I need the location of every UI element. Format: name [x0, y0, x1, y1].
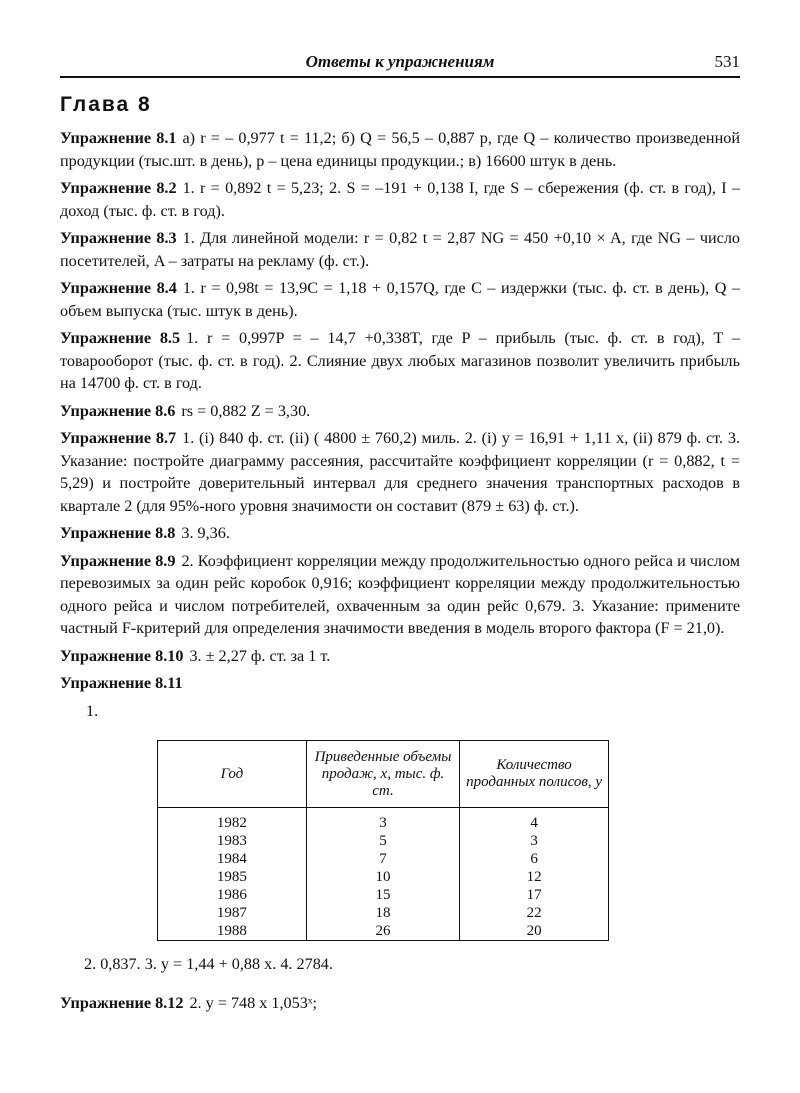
header-sales: Приведенные объемы продаж, x, тыс. ф. ст. [306, 741, 459, 808]
cell-sales: 26 [306, 922, 459, 941]
exercise-label: Упражнение 8.9 [60, 551, 176, 570]
cell-policies: 6 [460, 850, 609, 868]
exercise-label: Упражнение 8.11 [60, 674, 183, 692]
cell-policies: 3 [460, 832, 609, 850]
exercise-text: 1. r = 0,892 t = 5,23; 2. S = –191 + 0,138 I, где S – сбережения (ф. ст. в год), I – доход (тыс. ф. ст. в год). [60, 179, 740, 220]
exercise-label: Упражнение 8.5 [60, 329, 181, 347]
exercise-text: 2. y = 748 x 1,053ˣ; [189, 994, 318, 1013]
exercise-8-7 [60, 427, 740, 517]
cell-year: 1983 [158, 832, 307, 850]
cell-policies: 22 [460, 904, 609, 922]
exercise-label: Упражнение 8.6 [60, 401, 176, 420]
cell-policies: 17 [460, 886, 609, 904]
header-policies: Количество проданных полисов, y [460, 741, 609, 808]
cell-sales: 18 [306, 904, 459, 922]
exercise-text: а) r = – 0,977 t = 11,2; б) Q = 56,5 – 0,887 p, где Q – количество произведенной продукции (тыс.шт. в день), p – цена единицы продукции.; в) 16600 штук в день. [60, 129, 741, 170]
exercise-label: Упражнение 8.7 [60, 429, 177, 447]
exercise-label: Упражнение 8.3 [60, 229, 177, 247]
chapter-title: Глава 8 [60, 93, 152, 116]
answer-8-11-continued: 2. 0,837. 3. y = 1,44 + 0,88 x. 4. 2784. [84, 955, 333, 973]
table-row [158, 832, 609, 850]
exercise-8-9 [60, 550, 740, 640]
exercise-8-11 [60, 672, 740, 695]
cell-year: 1987 [158, 904, 307, 922]
exercise-8-10 [60, 645, 740, 668]
exercise-text: 3. 9,36. [181, 524, 230, 542]
exercise-text: 1. (i) 840 ф. ст. (ii) ( 4800 ± 760,2) миль. 2. (i) y = 16,91 + 1,11 x, (ii) 879 ф. ст. 3. Указание: постройте диаграмму рассеяния, рассчитайте коэффициент корреляции (r = 0,882, t = 5,29) и постройте доверительный интервал для среднего значения транспортных расходов в квартале 2 (для 95%-ного уровня значимости он составит (879 ± 63) ф. ст.). [60, 429, 741, 515]
exercise-8-1 [60, 127, 740, 172]
exercise-text: rs = 0,882 Z = 3,30. [181, 401, 311, 420]
exercise-label: Упражнение 8.4 [60, 279, 177, 297]
exercise-text: 2. Коэффициент корреляции между продолжительностью одного рейса и числом перевозимых за один рейс коробок 0,916; коэффициент корреляции между продолжительностью одного рейса и числом потребителей, охваченным за один рейс 0,679. 3. Указание: примените частный F-критерий для определения значимости введения в модель второго фактора (F = 21,0). [60, 551, 740, 637]
cell-policies: 4 [460, 808, 609, 833]
exercise-8-6 [60, 400, 740, 423]
page-number: 531 [714, 52, 740, 71]
cell-sales: 7 [306, 850, 459, 868]
cell-year: 1988 [158, 922, 307, 941]
exercise-text: 1. Для линейной модели: r = 0,82 t = 2,87 NG = 450 +0,10 × A, где NG – число посетителей, A – затраты на рекламу (ф. ст.). [60, 229, 740, 270]
exercise-label: Упражнение 8.10 [60, 646, 184, 665]
exercise-8-2 [60, 177, 740, 222]
cell-year: 1986 [158, 886, 307, 904]
table-header-row [158, 741, 609, 808]
exercise-text: 3. ± 2,27 ф. ст. за 1 т. [189, 646, 331, 665]
cell-year: 1985 [158, 868, 307, 886]
cell-year: 1984 [158, 850, 307, 868]
header-year: Год [158, 741, 307, 808]
item-number: 1. [86, 701, 99, 720]
exercise-label: Упражнение 8.12 [60, 994, 184, 1013]
cell-sales: 3 [306, 808, 459, 833]
table-row [158, 904, 609, 922]
running-title: Ответы к упражнениям [305, 52, 495, 71]
exercise-8-5 [60, 327, 740, 395]
exercise-label: Упражнение 8.1 [60, 129, 177, 147]
table-row [158, 850, 609, 868]
exercise-label: Упражнение 8.2 [60, 179, 177, 197]
table-row [158, 868, 609, 886]
sales-table [157, 740, 609, 941]
exercise-text: 1. r = 0,98t = 13,9C = 1,18 + 0,157Q, где C – издержки (тыс. ф. ст. в день), Q – объем выпуска (тыс. штук в день). [60, 279, 741, 320]
answers-body [60, 127, 740, 730]
exercise-8-4 [60, 277, 740, 322]
exercise-8-3 [60, 227, 740, 272]
exercise-label: Упражнение 8.8 [60, 524, 176, 542]
cell-year: 1982 [158, 808, 307, 833]
cell-policies: 12 [460, 868, 609, 886]
cell-sales: 10 [306, 868, 459, 886]
exercise-8-12 [60, 994, 317, 1013]
exercise-8-8 [60, 522, 740, 545]
cell-sales: 15 [306, 886, 459, 904]
table-row [158, 922, 609, 941]
cell-sales: 5 [306, 832, 459, 850]
running-header [60, 52, 740, 78]
exercise-text: 1. r = 0,997P = – 14,7 +0,338T, где P – прибыль (тыс. ф. ст. в год), T – товарооборот (тыс. ф. ст. в год). 2. Слияние двух любых магазинов позволит увеличить прибыль на 14700 ф. ст. в год. [60, 329, 741, 392]
table-row [158, 886, 609, 904]
cell-policies: 20 [460, 922, 609, 941]
table-row [158, 808, 609, 833]
